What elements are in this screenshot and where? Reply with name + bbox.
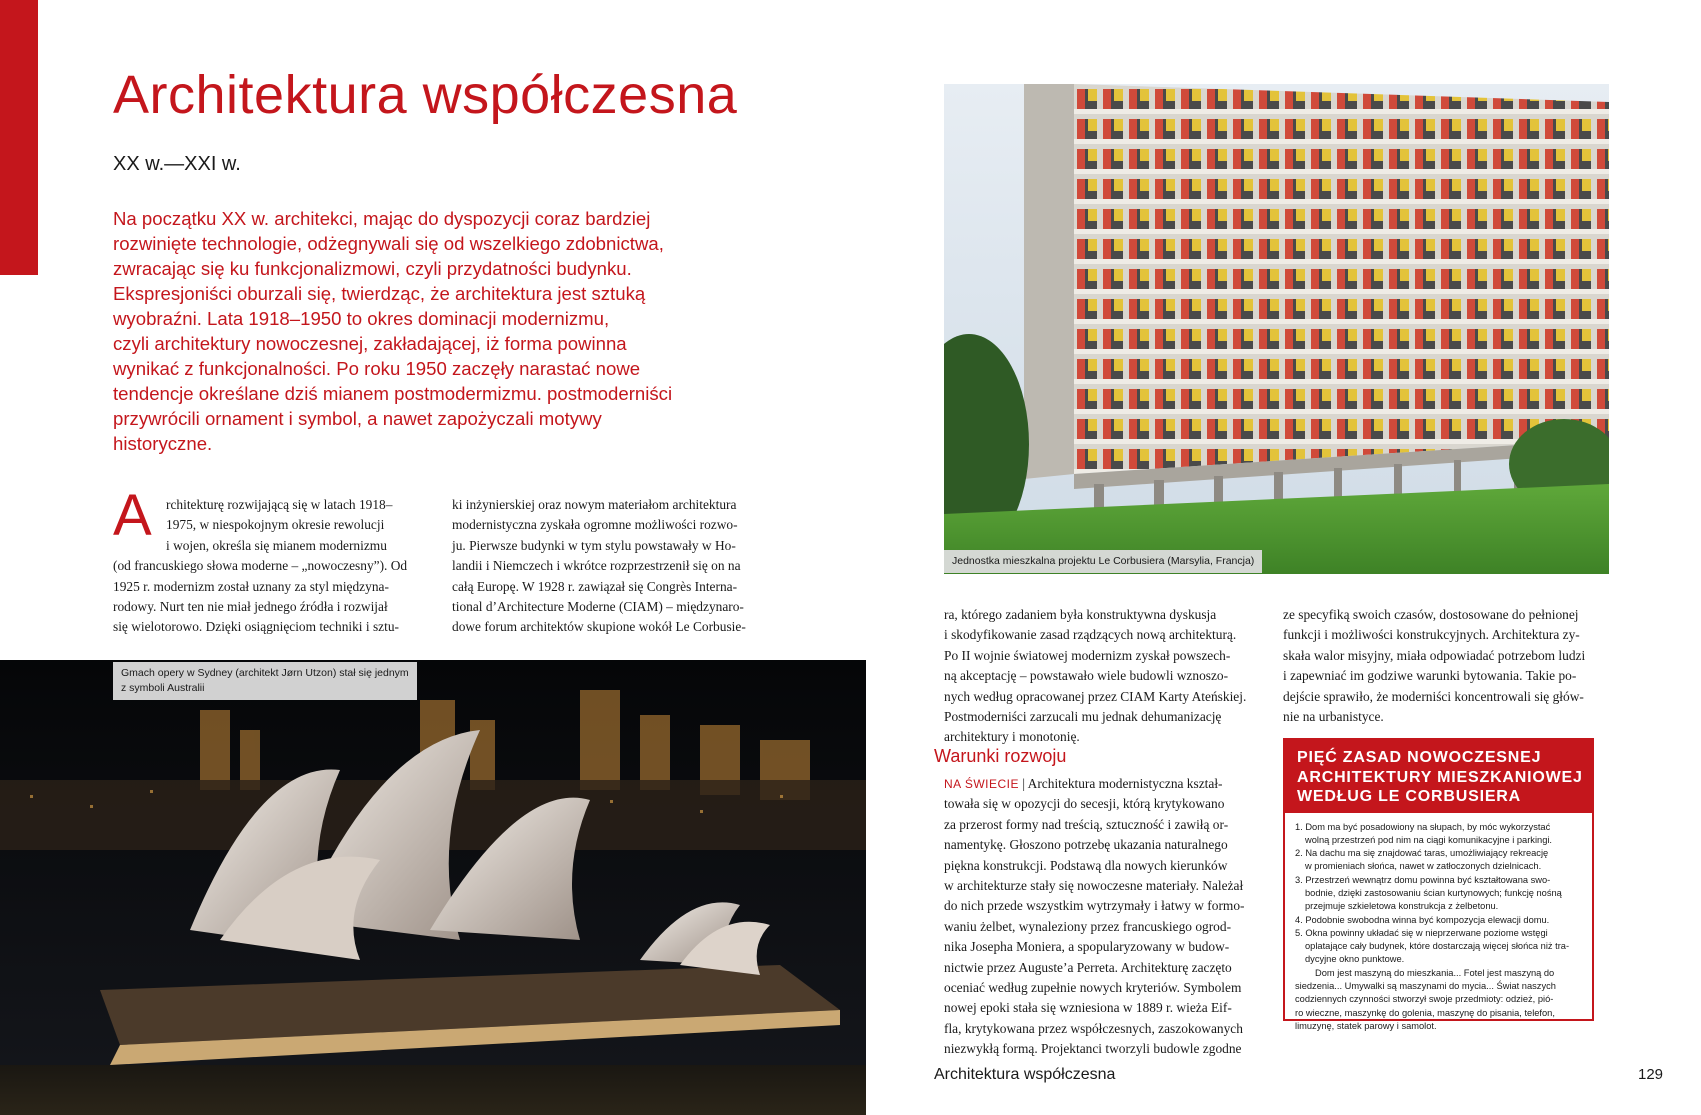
body-line: tional d’Architecture Moderne (CIAM) – międzynaro- <box>452 599 744 615</box>
body-column-2 <box>452 495 774 638</box>
sydney-opera-photo <box>0 660 866 1115</box>
body-line: ną akceptację – powstawało wiele budowli wznoszo- <box>944 668 1229 684</box>
box-quote-line: Dom jest maszyną do mieszkania... Fotel jest maszyną do <box>1315 967 1555 978</box>
body-line: Postmoderniści zarzucali mu jednak dehumanizację <box>944 709 1222 725</box>
sydney-caption-line: Gmach opery w Sydney (architekt Jørn Utzon) stał się jednym <box>121 667 409 679</box>
box-body <box>1285 813 1592 1034</box>
body-column-1 <box>113 495 435 638</box>
body-line: i skodyfikowanie zasad rządzących nową architekturą. <box>944 627 1237 643</box>
body-line: skała walor misyjny, miała odpowiadać potrzebom ludzi <box>1283 647 1586 663</box>
box-quote-line: siedzenia... Umywalki są maszynami do mycia... Świat naszych <box>1295 981 1556 992</box>
body-line: rodowy. Nurt ten nie miał jednego źródła i rozwijał <box>113 599 388 615</box>
section-heading: Warunki rozwoju <box>934 746 1067 766</box>
body-line: za przerost formy nad treścią, sztuczność i zawiłą or- <box>944 816 1229 832</box>
section-first-line <box>944 774 1274 794</box>
box-heading-line: PIĘĆ ZASAD NOWOCZESNEJ <box>1297 749 1542 766</box>
body-line: ra, którego zadaniem była konstruktywna dyskusja <box>944 607 1217 622</box>
section-body <box>944 774 1274 1060</box>
box-line: przejmuje szkieletowa konstrukcja z żelbetonu. <box>1305 901 1499 912</box>
body-line: nych według opracowanej przez CIAM Karty Ateńskiej. <box>944 688 1247 704</box>
body-line: namentykę. Głoszono potrzebę ukazania naturalnego <box>944 837 1228 853</box>
lead-line: rozwinięte technologie, odżegnywali się od wszelkiego zdobnictwa, <box>113 233 664 254</box>
body-line: nie na urbanistyce. <box>1283 709 1384 725</box>
sydney-caption <box>113 662 417 700</box>
body-line: fla, krytykowana przez współczesnych, zaszokowanych <box>944 1020 1243 1036</box>
body-line: oceniać według zupełnie nowych kryteriów. Symbolem <box>944 980 1242 996</box>
body-line: niezwykłą formą. Projektanci tworzyli budowle zgodne <box>944 1041 1242 1057</box>
box-line: bodnie, dzięki zastosowaniu ścian kurtynowych; funkcję nośną <box>1305 887 1562 898</box>
sydney-caption-line: z symboli Australii <box>121 682 205 694</box>
body-line: dejście sprawiło, że moderniści koncentrowali się głów- <box>1283 688 1584 704</box>
body-line: architektury i monotonię. <box>944 729 1080 745</box>
lead-line: historyczne. <box>113 433 213 454</box>
body-line: Po II wojnie światowej modernizm zyskał powszech- <box>944 647 1231 663</box>
box-line: oplatające cały budynek, które dostarczają więcej słońca niż tra- <box>1305 941 1570 952</box>
corbusier-caption: Jednostka mieszkalna projektu Le Corbusiera (Marsylia, Francja) <box>944 550 1262 573</box>
period-subtitle: XX w.—XXI w. <box>113 153 241 175</box>
body-line: i wojen, określa się mianem modernizmu <box>166 537 387 553</box>
body-line: ki inżynierskiej oraz nowym materiałom architektura <box>452 497 737 512</box>
body-line: nowej epoki stała się wzniesiona w 1889 r. wieża Eif- <box>944 1000 1232 1016</box>
body-line: landii i Niemczech i wkrótce rozprzestrzenił się on na <box>452 558 741 574</box>
body-line: waniu żelbet, wynaleziony przez francuskiego ogrod- <box>944 918 1232 934</box>
sydney-opera-illustration <box>0 660 866 1115</box>
body-line: funkcji i możliwości konstrukcyjnych. Architektura zy- <box>1283 627 1580 643</box>
corbusier-building-illustration <box>944 84 1609 574</box>
section-separator: | <box>1022 776 1026 791</box>
lead-line: wynikać z funkcjonalności. Po roku 1950 zaczęły narastać nowe <box>113 358 641 379</box>
body-line: nictwie przez Auguste’a Perreta. Architekturę zaczęto <box>944 959 1232 975</box>
body-column-3 <box>944 605 1266 748</box>
body-line: towała się w opozycji do secesji, którą krytykowano <box>944 796 1225 812</box>
box-line: w promieniach słońca, nawet w zatłoczonych dzielnicach. <box>1305 861 1542 872</box>
box-quote-line: codziennych czynności stworzył swoje przedmioty: odzież, pió- <box>1295 994 1554 1005</box>
page-number: 129 <box>1638 1066 1664 1083</box>
body-line: rchitekturę rozwijającą się w latach 1918– <box>166 497 393 512</box>
body-line: ju. Pierwsze budynki w tym stylu powstawały w Ho- <box>452 537 736 553</box>
box-line: 4. Podobnie swobodna winna być kompozycja elewacji domu. <box>1295 914 1550 925</box>
box-heading-line: WEDŁUG LE CORBUSIERA <box>1297 788 1521 805</box>
five-principles-box <box>1283 738 1594 1031</box>
box-heading-line: ARCHITEKTURY MIESZKANIOWEJ <box>1297 768 1583 786</box>
lead-line: wyobraźni. Lata 1918–1950 to okres dominacji modernizmu, <box>113 308 610 329</box>
box-line: 1. Dom ma być posadowiony na słupach, by móc wykorzystać <box>1295 821 1551 832</box>
body-line: modernistyczna zyskała ogromne możliwości rozwo- <box>452 517 738 533</box>
box-quote-line: limuzynę, statek parowy i samolot. <box>1295 1020 1437 1031</box>
page-title: Architektura współczesna <box>113 65 738 125</box>
lead-line: czyli architektury nowoczesnej, zakładającej, iż forma powinna <box>113 333 627 354</box>
box-quote-line: ro wieczne, maszynkę do golenia, maszynę do pisania, telefon, <box>1295 1007 1555 1018</box>
lead-line: Ekspresjoniści oburzali się, twierdząc, że architektura jest sztuką <box>113 283 646 304</box>
box-line: dycyjne okno punktowe. <box>1305 954 1405 965</box>
lead-line: zwracając się ku funkcjonalizmowi, czyli przydatności budynku. <box>113 258 632 279</box>
box-heading <box>1285 740 1592 813</box>
box-line: 5. Okna powinny układać się w nieprzerwane poziome wstęgi <box>1295 927 1548 938</box>
body-line: (od francuskiego słowa moderne – „nowoczesny”). Od <box>113 558 408 574</box>
body-line: do nich przede wszystkim wytrzymały i łatwy w formo- <box>944 898 1245 914</box>
lead-line: przywrócili ornament i symbol, a nawet zapożyczali motywy <box>113 408 602 429</box>
red-accent-bar <box>0 0 38 275</box>
body-line: 1925 r. modernizm został uznany za styl międzyna- <box>113 578 389 594</box>
box-line: wolną przestrzeń pod nim na ciągi komunikacyjne i parkingi. <box>1305 834 1553 845</box>
body-line: Architektura modernistyczna kształ- <box>1027 776 1223 791</box>
body-line: całą Europę. W 1928 r. zawiązał się Congrès Interna- <box>452 578 738 594</box>
box-line: 3. Przestrzeń wewnątrz domu powinna być kształtowana swo- <box>1295 874 1551 885</box>
box-line: 2. Na dachu ma się znajdować taras, umożliwiający rekreację <box>1295 848 1549 859</box>
body-line: w architekturze stały się nowoczesne materiały. Należał <box>944 878 1244 894</box>
body-line: się wielotorowo. Dzięki osiągnięciom techniki i sztu- <box>113 619 399 635</box>
body-line: i zapewniać im godziwe warunki bytowania. Takie po- <box>1283 668 1577 684</box>
running-footer: Architektura współczesna <box>934 1066 1116 1083</box>
body-column-4 <box>1283 605 1605 727</box>
lead-paragraph <box>113 206 753 456</box>
body-line: 1975, w niespokojnym okresie rewolucji <box>166 517 385 533</box>
body-line: dowe forum architektów skupione wokół Le Corbusie- <box>452 619 746 635</box>
body-line: piękna konstrukcji. Podstawą dla nowych kierunków <box>944 857 1228 873</box>
section-kicker: NA ŚWIECIE <box>944 777 1020 791</box>
lead-line: tendencje określane dziś mianem postmodermizmu. postmoderniści <box>113 383 673 404</box>
drop-cap: A <box>113 483 152 548</box>
lead-line: Na początku XX w. architekci, mając do dyspozycji coraz bardziej <box>113 208 651 229</box>
body-line: ze specyfiką swoich czasów, dostosowane do pełnionej <box>1283 607 1579 622</box>
body-line: nika Josepha Moniera, a spopularyzowany w budow- <box>944 939 1230 955</box>
corbusier-building-photo <box>944 84 1609 574</box>
